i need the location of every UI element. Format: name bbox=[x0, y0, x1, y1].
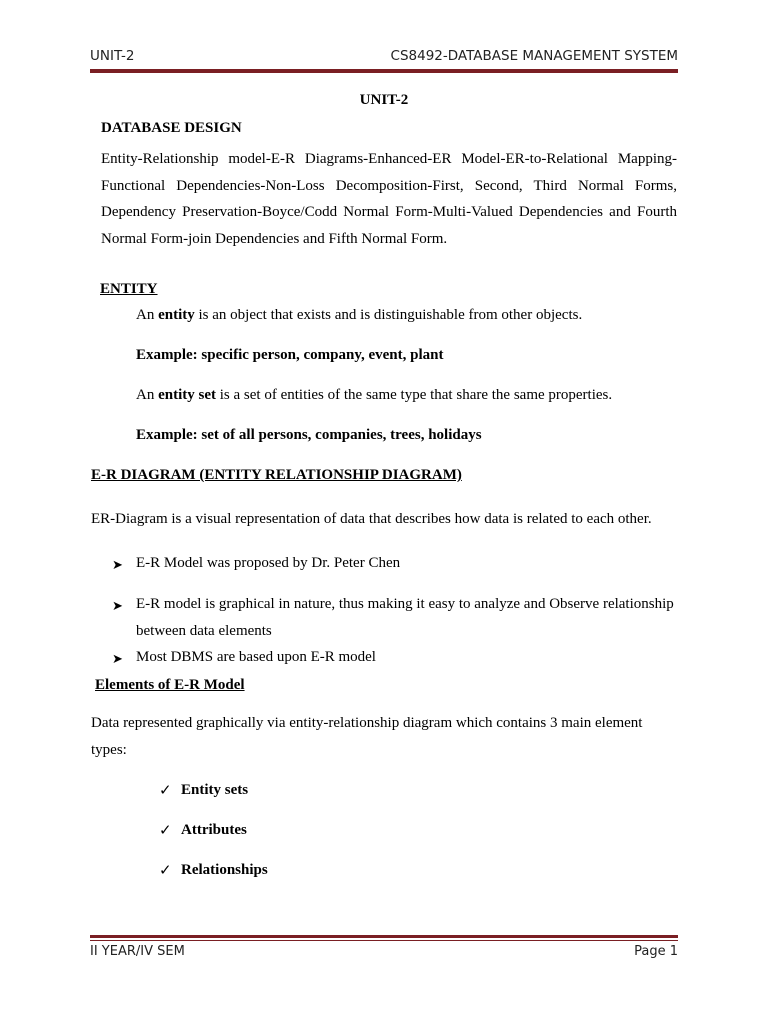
elements-heading: Elements of E-R Model bbox=[95, 677, 245, 693]
elements-intro-line1: Data represented graphically via entity-relationship diagram which contains 3 main element bbox=[91, 715, 643, 731]
footer-left: II YEAR/IV SEM bbox=[90, 944, 185, 959]
header-left: UNIT-2 bbox=[90, 48, 135, 64]
entity-set-def-pre: An bbox=[136, 387, 159, 403]
entity-example: Example: specific person, company, event, plant bbox=[136, 347, 444, 363]
er-bullet-3: Most DBMS are based upon E-R model bbox=[136, 649, 376, 665]
page-footer bbox=[90, 944, 678, 959]
check-mark-icon: ✓ bbox=[159, 863, 172, 879]
db-design-paragraph: Entity-Relationship model-E-R Diagrams-Enhanced-ER Model-ER-to-Relational Mapping-Functional Dependencies-Non-Loss Decomposition-First, Second, Third Normal Forms, Dependency Preservation-Boyce/Codd Normal Form-Multi-Valued Dependencies and Fourth Normal Form-join Dependencies and Fifth Normal Form. bbox=[101, 151, 677, 247]
entity-def-pre: An bbox=[136, 307, 159, 323]
entity-set-example: Example: set of all persons, companies, trees, holidays bbox=[136, 427, 482, 443]
arrowhead-bullet-icon: ➤ bbox=[112, 598, 123, 613]
er-bullet-2: E-R model is graphical in nature, thus making it easy to analyze and Observe relationship bbox=[136, 596, 674, 612]
header-right: CS8492-DATABASE MANAGEMENT SYSTEM bbox=[390, 48, 678, 64]
element-item-attributes: Attributes bbox=[181, 822, 247, 838]
entity-heading: ENTITY bbox=[100, 281, 158, 297]
er-bullet-1: E-R Model was proposed by Dr. Peter Chen bbox=[136, 555, 401, 571]
header-rule bbox=[90, 67, 678, 73]
db-design-heading: DATABASE DESIGN bbox=[101, 120, 242, 136]
element-item-entity-sets: Entity sets bbox=[181, 782, 249, 798]
check-mark-icon: ✓ bbox=[159, 783, 172, 799]
entity-definition bbox=[136, 307, 582, 324]
entity-def-post: is an object that exists and is distinguishable from other objects. bbox=[194, 307, 583, 323]
footer-rule bbox=[90, 935, 678, 941]
element-item-relationships: Relationships bbox=[181, 862, 268, 878]
page-number: Page 1 bbox=[634, 944, 678, 959]
er-bullet-2-cont: between data elements bbox=[136, 623, 272, 639]
entity-set-def-post: is a set of entities of the same type that share the same properties. bbox=[216, 387, 613, 403]
page-header bbox=[90, 48, 678, 64]
entity-def-term: entity bbox=[158, 307, 195, 323]
er-diagram-intro: ER-Diagram is a visual representation of data that describes how data is related to each other. bbox=[91, 511, 652, 527]
elements-intro-line2: types: bbox=[91, 742, 127, 758]
entity-set-definition bbox=[136, 387, 612, 404]
unit-title: UNIT-2 bbox=[359, 92, 409, 108]
check-mark-icon: ✓ bbox=[159, 823, 172, 839]
entity-set-def-term: entity set bbox=[158, 387, 216, 403]
arrowhead-bullet-icon: ➤ bbox=[112, 651, 123, 666]
er-diagram-heading: E-R DIAGRAM (ENTITY RELATIONSHIP DIAGRAM) bbox=[91, 467, 462, 483]
arrowhead-bullet-icon: ➤ bbox=[112, 557, 123, 572]
